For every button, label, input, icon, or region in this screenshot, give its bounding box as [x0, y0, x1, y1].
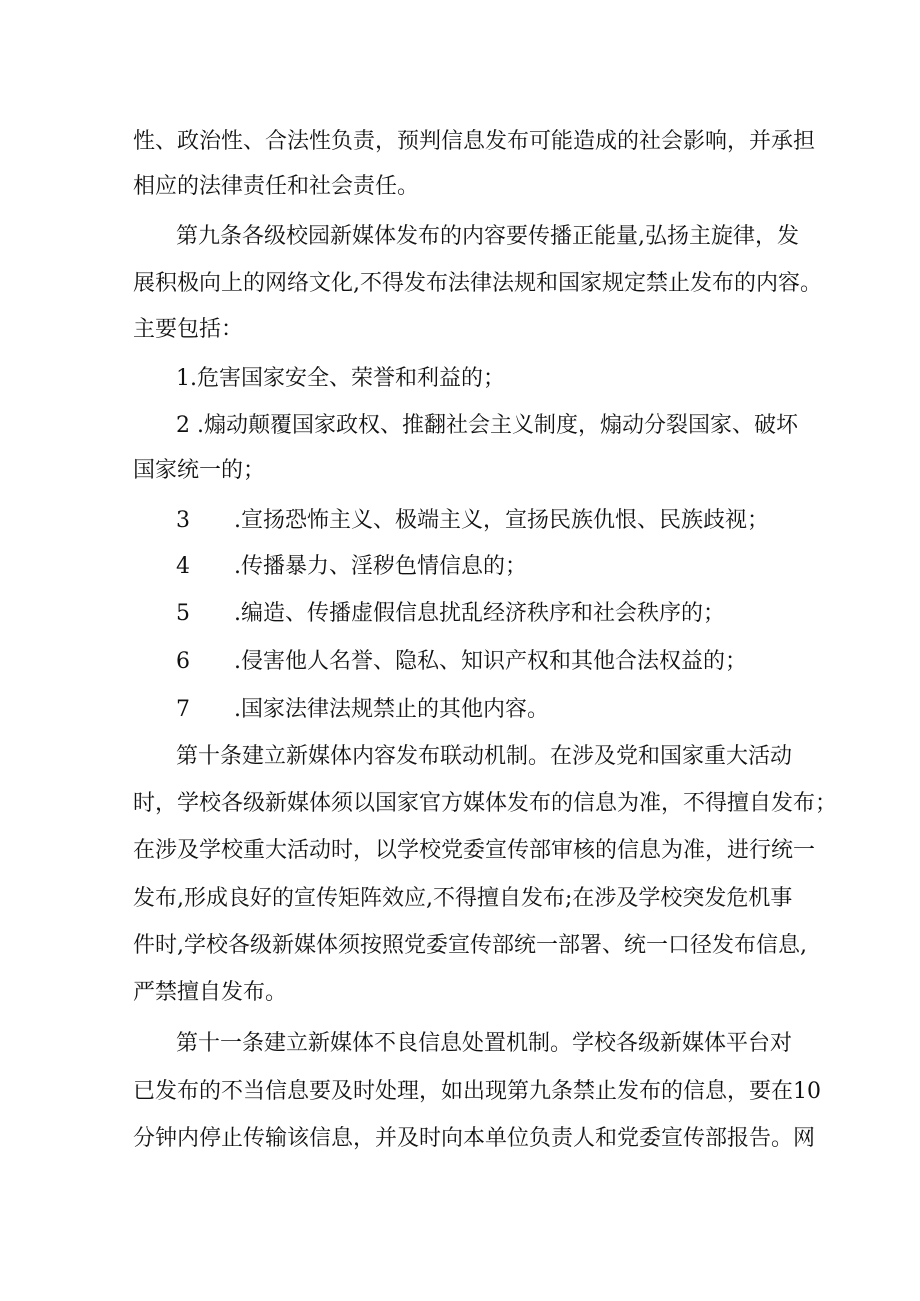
list-item-number: 4 — [176, 554, 190, 579]
text-line: 展积极向上的网络文化,不得发布法律法规和国家规定禁止发布的内容。 — [133, 271, 822, 296]
text-line: 时，学校各级新媒体须以国家官方媒体发布的信息为准，不得擅自发布； — [133, 791, 838, 816]
list-item-number: 3 — [176, 508, 190, 533]
list-item-number: 5 — [176, 601, 190, 626]
list-item-text: .侵害他人名誉、隐私、知识产权和其他合法权益的； — [234, 649, 747, 674]
text-line: 严禁擅自发布。 — [133, 980, 288, 1005]
text-line: 相应的法律责任和社会责任。 — [133, 174, 420, 199]
text-line: 国家统一的； — [133, 458, 266, 483]
text-line: 件时,学校各级新媒体须按照党委宣传部统一部署、统一口径发布信息, — [133, 933, 807, 958]
list-item-text: .传播暴力、淫秽色情信息的； — [234, 554, 527, 579]
text-line: 2 .煽动颠覆国家政权、推翻社会主义制度，煽动分裂国家、破坏 — [176, 413, 798, 438]
text-line: 主要包括： — [133, 317, 244, 342]
text-line: 第九条各级校园新媒体发布的内容要传播正能量,弘扬主旋律，发 — [176, 224, 799, 249]
text-line: 1.危害国家安全、荣誉和利益的； — [176, 366, 505, 391]
text-line: 已发布的不当信息要及时处理，如出现第九条禁止发布的信息，要在10 — [133, 1079, 821, 1104]
list-item-number: 6 — [176, 649, 190, 674]
list-item-text: .宣扬恐怖主义、极端主义，宣扬民族仇恨、民族歧视； — [234, 508, 769, 533]
text-line: 第十条建立新媒体内容发布联动机制。在涉及党和国家重大活动 — [176, 744, 793, 769]
list-item-text: .国家法律法规禁止的其他内容。 — [234, 697, 549, 722]
text-line: 第十一条建立新媒体不良信息处置机制。学校各级新媒体平台对 — [176, 1031, 793, 1056]
text-line: 发布,形成良好的宣传矩阵效应,不得擅自发布;在涉及学校突发危机事 — [133, 886, 793, 911]
text-line: 性、政治性、合法性负责，预判信息发布可能造成的社会影响，并承担 — [133, 129, 816, 154]
list-item-text: .编造、传播虚假信息扰乱经济秩序和社会秩序的； — [234, 601, 725, 626]
list-item-number: 7 — [176, 697, 190, 722]
text-line: 在涉及学校重大活动时，以学校党委宣传部审核的信息为准，进行统一 — [133, 838, 816, 863]
text-line: 分钟内停止传输该信息，并及时向本单位负责人和党委宣传部报告。网 — [133, 1126, 816, 1151]
